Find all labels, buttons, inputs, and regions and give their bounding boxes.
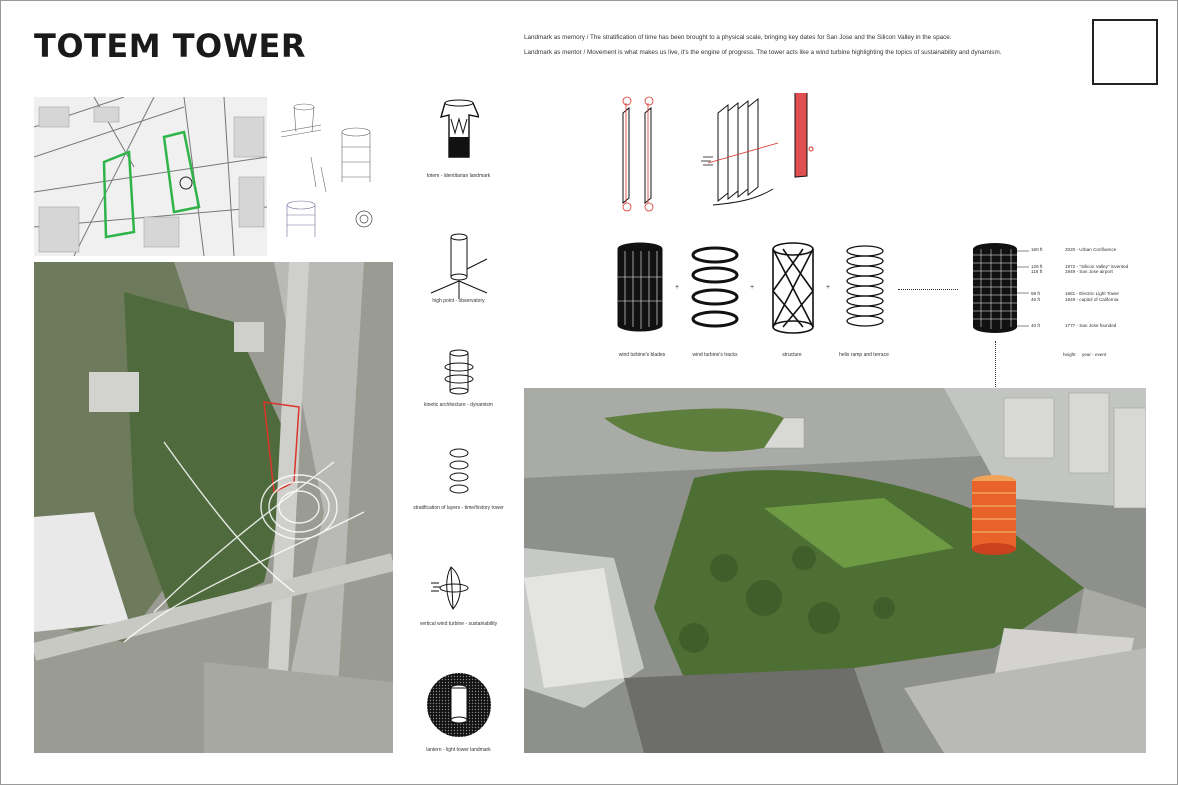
blade-rotation-diagrams [613, 93, 873, 213]
component-diagrams [615, 241, 905, 336]
plus-operator: + [674, 284, 680, 291]
totem-icon [439, 97, 479, 167]
component-caption: helix ramp and terrace [839, 352, 889, 358]
aerial-site-photo [34, 262, 393, 753]
tower-render [972, 475, 1016, 555]
component-caption: structure [782, 352, 802, 358]
timeline-header-height: height [1063, 352, 1076, 357]
timeline-header-year-event: year - event [1082, 352, 1107, 357]
site-plan-map [34, 97, 267, 256]
intro-memory-text: Landmark as memory / The stratification of time has been brought to a physical scale, bringing key dates for San Jose and the Silicon Valley in the space. [524, 34, 952, 41]
timeline-event: 1949 - San Jose airport [1065, 269, 1113, 274]
concept-caption: totem - identitarian landmark [426, 173, 491, 179]
logo-box [1092, 19, 1158, 85]
turbine-tracks-drawing [693, 248, 737, 326]
observatory-icon [429, 229, 489, 299]
wind-turbine-icon [429, 563, 481, 613]
concept-caption: lantern - light tower landmark [426, 747, 491, 753]
timeline-event: 1849 - capitol of California [1065, 297, 1119, 302]
component-caption: wind turbine's tracks [692, 352, 738, 358]
timeline-event: 1972 - "Silicon Valley" invented [1065, 264, 1129, 269]
timeline-event: 1881 - Electric Light Tower [1065, 291, 1120, 296]
timeline-height: 116 ft [1031, 269, 1043, 274]
concept-sketches [276, 97, 396, 256]
timeline-event: 1777 - San Jose founded [1065, 323, 1117, 328]
helix-ramp-drawing [847, 246, 883, 326]
kinetic-icon [441, 347, 477, 397]
timeline-event: 2020 - Urban Confluence [1065, 247, 1117, 252]
plus-operator: + [749, 284, 755, 291]
timeline-height: 46 ft [1031, 297, 1040, 302]
concept-icons-column [401, 97, 516, 757]
concept-caption: vertical wind turbine - sustainability [419, 621, 498, 627]
concept-caption: kinetic architecture - dynamism [424, 402, 493, 408]
plus-operator: + [825, 284, 831, 291]
aerial-render [524, 388, 1146, 753]
component-caption: wind turbine's blades [618, 352, 666, 358]
timeline-height: 160 ft [1031, 247, 1043, 252]
concept-caption: stratification of layers - time/history tower [413, 505, 504, 511]
timeline-height: 40 ft [1031, 323, 1040, 328]
intro-mentor-text: Landmark as mentor / Movement is what makes us live, it's the engine of progress. The tower acts like a wind turbine highlighting the topics of sustainability and dynamism. [524, 49, 1002, 56]
lantern-icon [426, 672, 492, 738]
structure-drawing [773, 243, 813, 333]
concept-caption: high point - observatory [432, 298, 485, 304]
assembled-tower-drawing [969, 241, 1029, 336]
equals-connector [898, 289, 958, 290]
turbine-blades-drawing [618, 243, 662, 331]
timeline-height: 126 ft [1031, 264, 1043, 269]
layers-icon [447, 447, 471, 497]
timeline-height: 59 ft [1031, 291, 1040, 296]
page-title: TOTEM TOWER [34, 27, 307, 65]
